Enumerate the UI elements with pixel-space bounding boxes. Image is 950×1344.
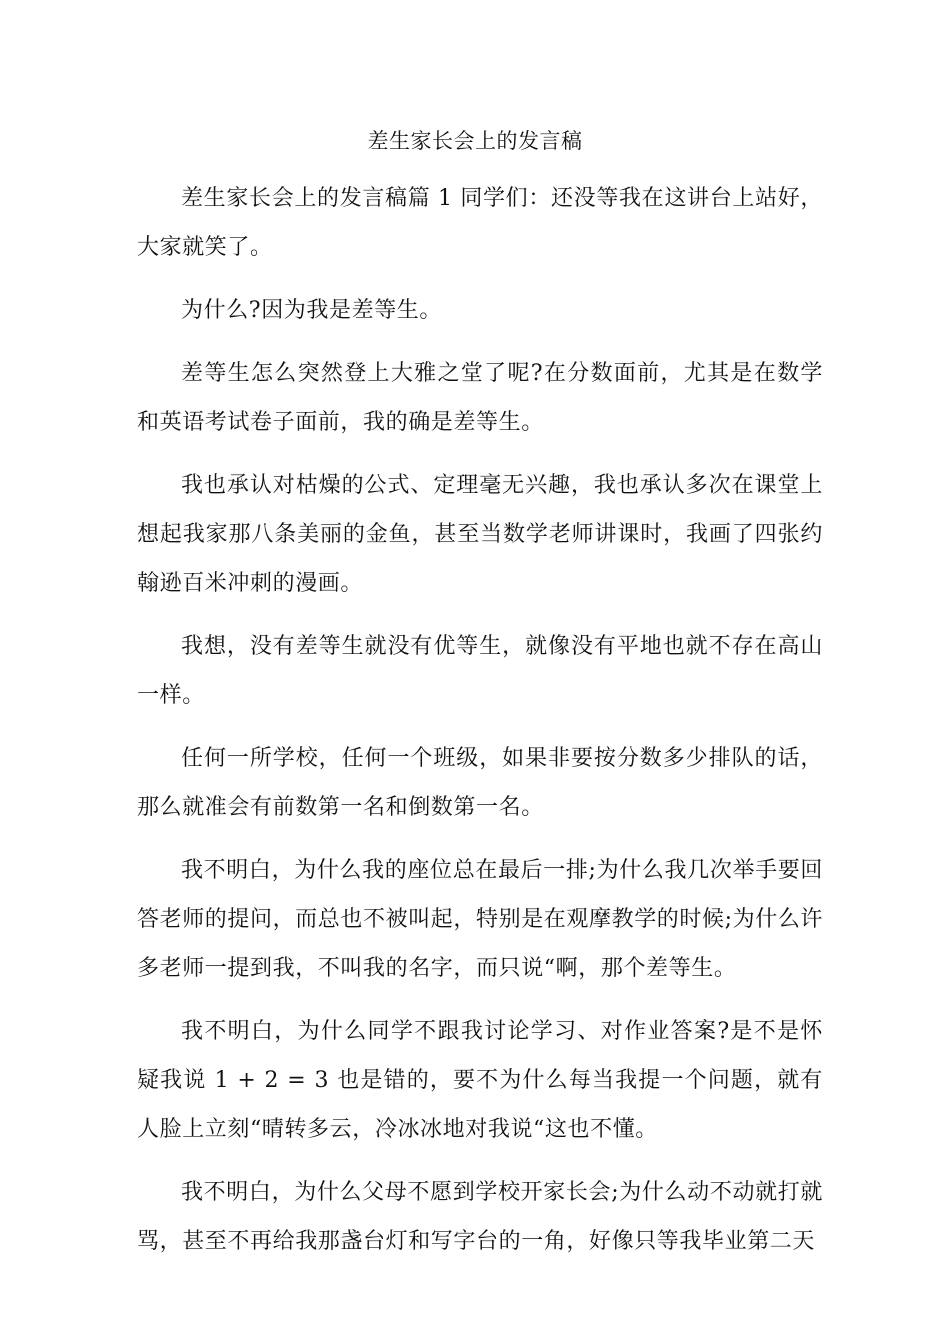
paragraph-1: 差生家长会上的发言稿篇 1 同学们：还没等我在这讲台上站好，大家就笑了。 [137,186,823,260]
paragraph-6: 任何一所学校，任何一个班级，如果非要按分数多少排队的话，那么就准会有前数第一名和倒数第一名。 [137,746,823,820]
document-body [137,174,823,1280]
paragraph-3: 差等生怎么突然登上大雅之堂了呢?在分数面前，尤其是在数学和英语考试卷子面前，我的确是差等生。 [137,361,823,435]
paragraph-5: 我想，没有差等生就没有优等生，就像没有平地也就不存在高山一样。 [137,634,823,708]
paragraph-4: 我也承认对枯燥的公式、定理毫无兴趣，我也承认多次在课堂上想起我家那八条美丽的金鱼，甚至当数学老师讲课时，我画了四张约翰逊百米冲刺的漫画。 [137,473,823,596]
paragraph-9: 我不明白，为什么父母不愿到学校开家长会;为什么动不动就打就骂，甚至不再给我那盏台灯和写字台的一角，好像只等我毕业第二天 [137,1180,823,1254]
paragraph-8: 我不明白，为什么同学不跟我讨论学习、对作业答案?是不是怀疑我说 1 + 2 = 3 也是错的，要不为什么每当我提一个问题，就有人脸上立刻“晴转多云，冷冰冰地对我说“这也不懂。 [137,1019,823,1142]
paragraph-7: 我不明白，为什么我的座位总在最后一排;为什么我几次举手要回答老师的提问，而总也不被叫起，特别是在观摩教学的时候;为什么许多老师一提到我，不叫我的名字，而只说“啊，那个差等生。 [137,858,824,981]
document-title: 差生家长会上的发言稿 [367,129,583,153]
paragraph-2: 为什么?因为我是差等生。 [181,298,442,323]
